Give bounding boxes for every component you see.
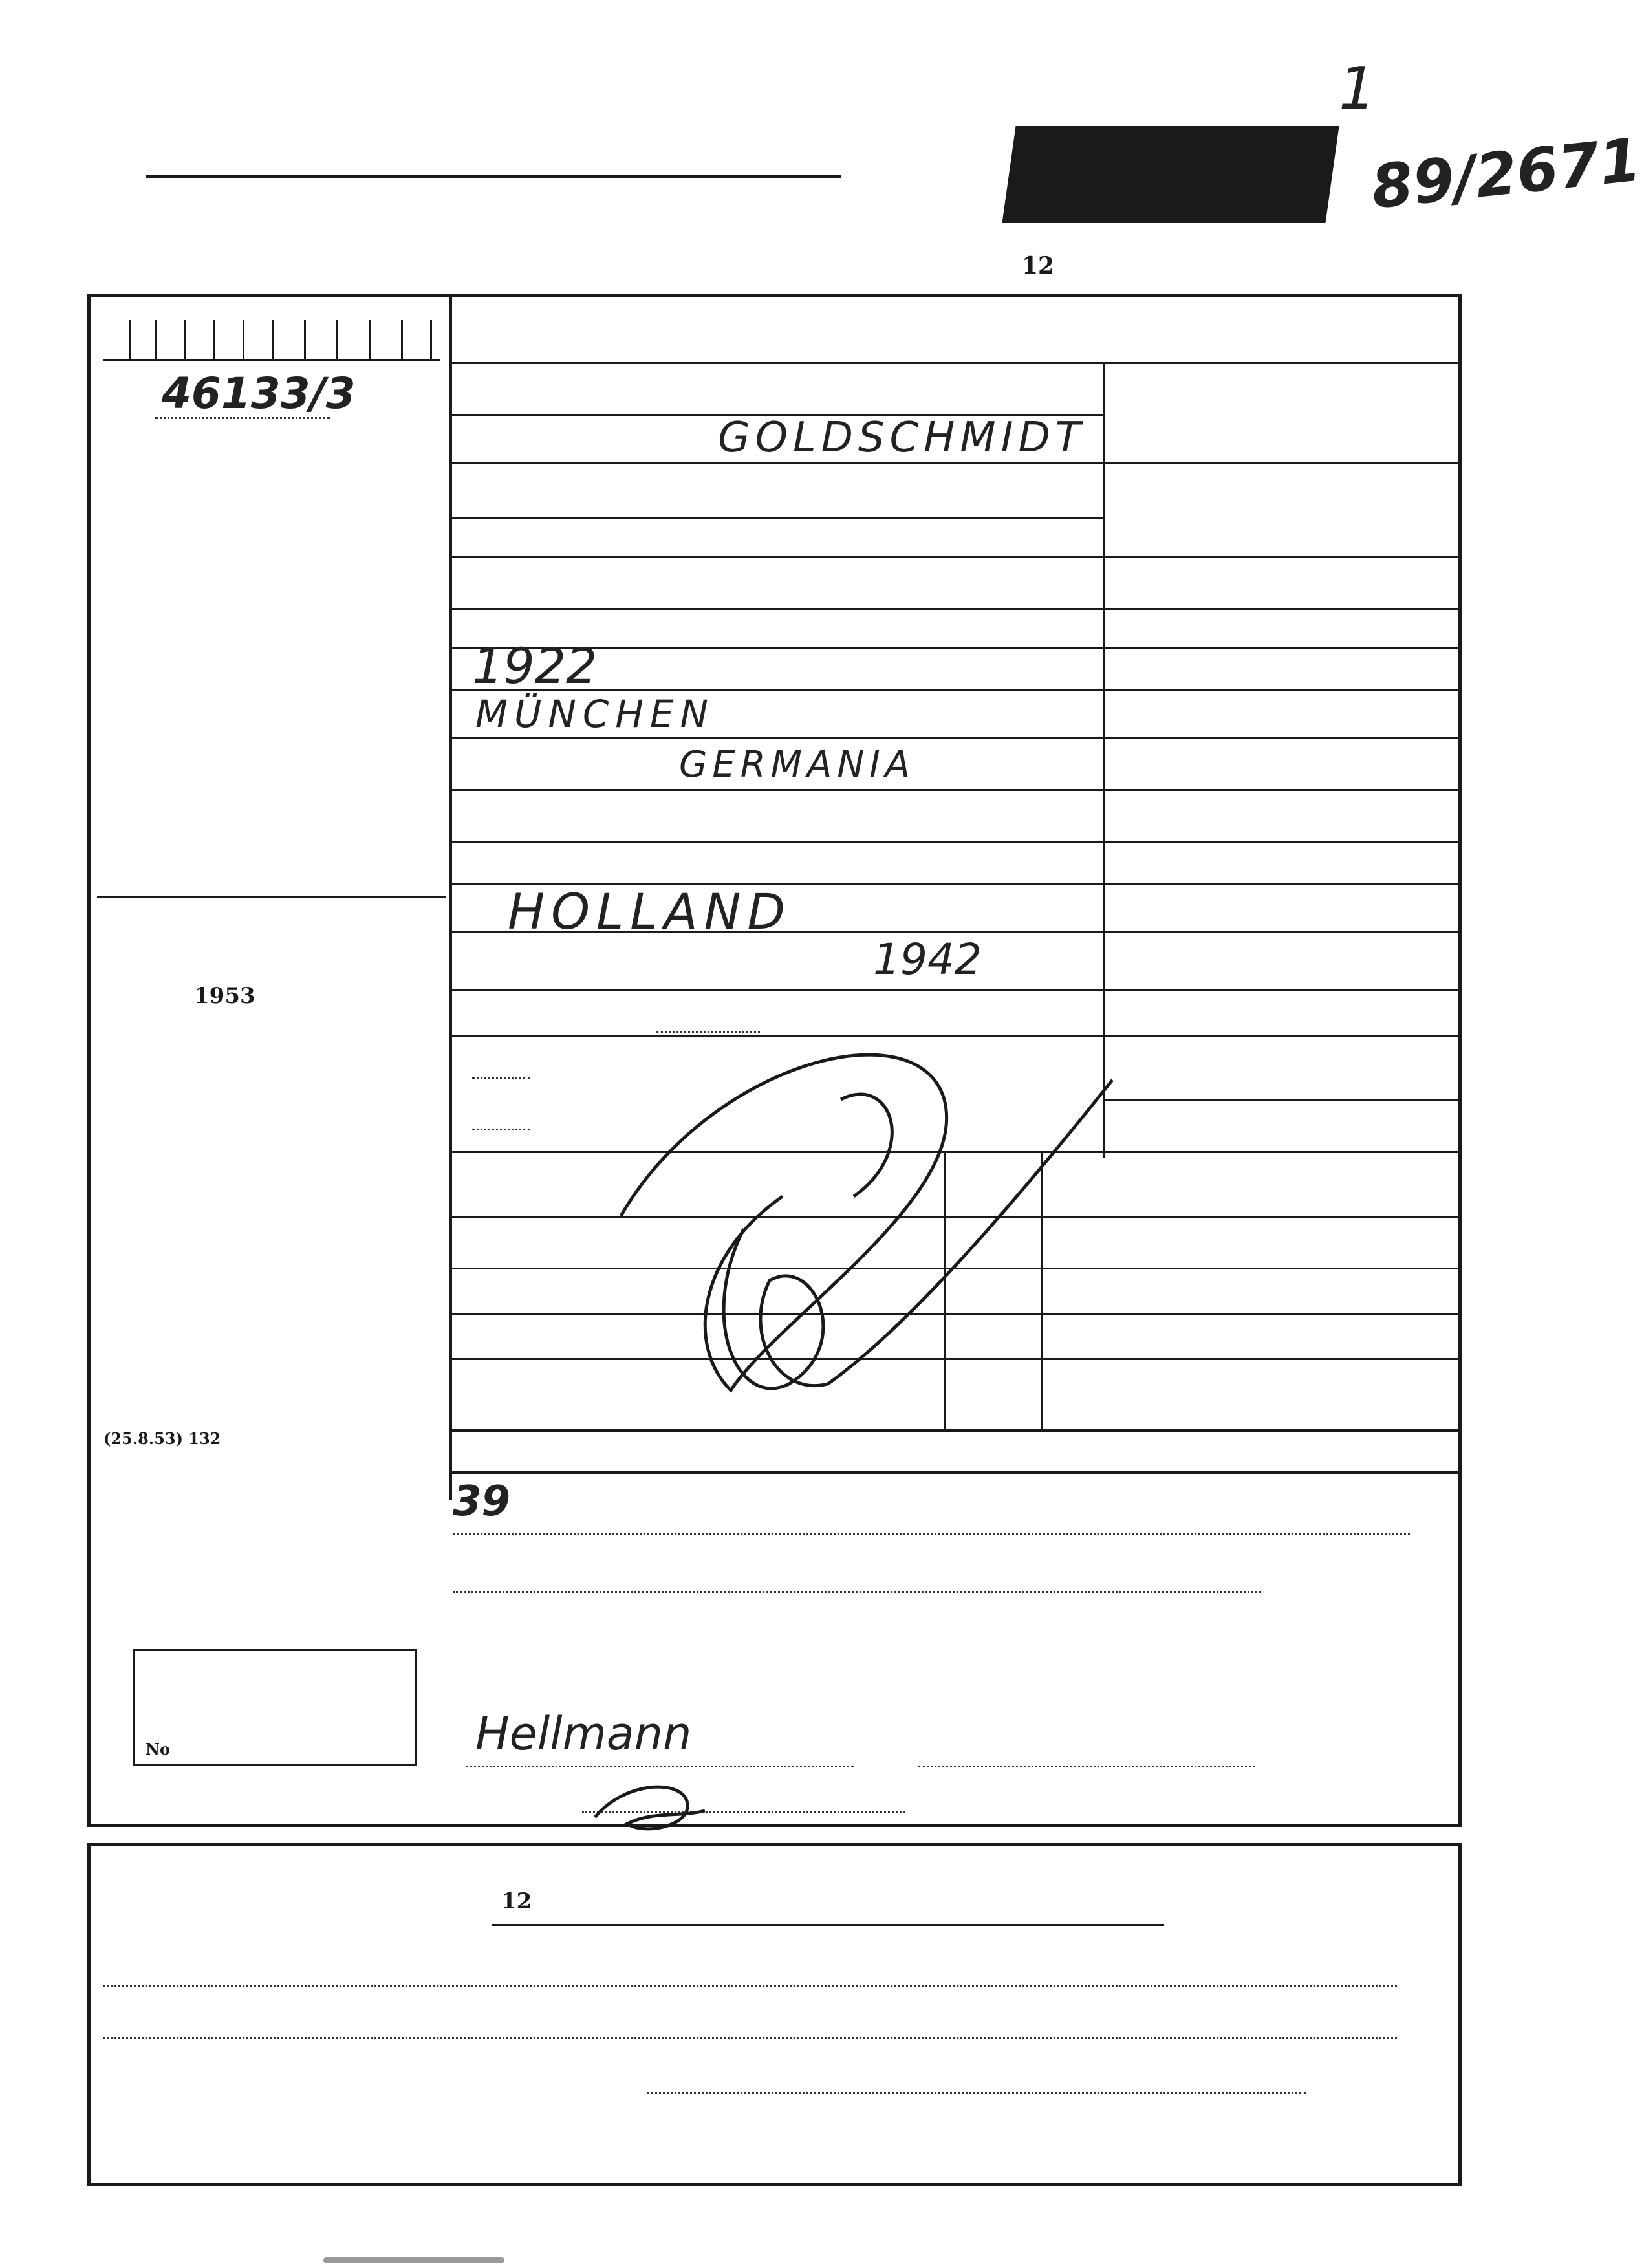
birth-place-latin: MÜNCHEN [475,692,715,736]
witness-line-2 [453,1591,1261,1593]
ruler-tick [336,320,338,359]
row-line [449,789,1462,791]
record-number: 46133/3 [162,369,356,418]
spouse-age-dotline [472,1077,530,1079]
row-line [449,689,1462,691]
title-underline [146,175,841,178]
ruler-tick [184,320,186,359]
record-number-underline [155,417,330,419]
form-title [388,191,614,243]
smudge-mark [323,2257,504,2263]
ruler-line [103,359,440,361]
ruler-tick [243,320,244,359]
signature-line [466,1766,854,1767]
wartime-place-latin: HOLLAND [508,883,792,940]
stamp-box-number-label: No [146,1740,170,1758]
address-number-handwritten: 39 [453,1478,511,1526]
note-row-line [449,1471,1462,1474]
ruler-tick [155,320,157,359]
ruler-tick [304,320,306,359]
ruler-tick [430,320,432,359]
row-line [449,462,1462,464]
form-subtitle [239,249,808,281]
top-strip-line [449,362,1462,364]
ruler-tick [369,320,371,359]
page-mark: 1 [1339,55,1376,123]
place-date-line [918,1766,1255,1767]
ruler-tick [213,320,215,359]
law-year: 1953 [194,983,255,1009]
ref-number: 89/2671 [1368,125,1644,222]
law-box [97,896,446,1471]
left-column-divider [449,294,452,1500]
row-line [449,841,1462,843]
ruler-tick [129,320,131,359]
row-line [449,647,1462,649]
birth-date: 1922 [472,637,598,695]
row-line [449,556,1462,558]
footer-box [87,1843,1462,2186]
spouse2-age-dotline [472,1129,530,1130]
official-signature-scribble [582,1772,711,1843]
row-line [449,737,1462,739]
family-name-latin: GOLDSCHMIDT [718,414,1086,462]
witness-line-1 [453,1533,1410,1535]
law-refs: (25.8.53) 132 [103,1429,221,1448]
logo-block [1002,126,1339,223]
footer-street-number: 12 [501,1888,532,1914]
footer-line-2 [103,2037,1397,2039]
ruler-tick [272,320,274,359]
institute-title [146,139,841,177]
cross-out-scribble [582,983,1164,1436]
witness-signature: Hellmann [475,1707,692,1760]
ruler-tick [401,320,403,359]
photo-area [103,440,440,880]
death-year: 1942 [873,934,982,984]
footer-line-1 [103,1985,1397,1987]
address-number: 12 [1022,252,1055,279]
row-line [449,608,1462,610]
row-line [449,517,1103,519]
footer-line-3 [647,2092,1306,2094]
stamp-box [133,1649,417,1766]
residence-latin: GERMANIA [679,744,916,786]
footer-title-underline [492,1924,1164,1926]
